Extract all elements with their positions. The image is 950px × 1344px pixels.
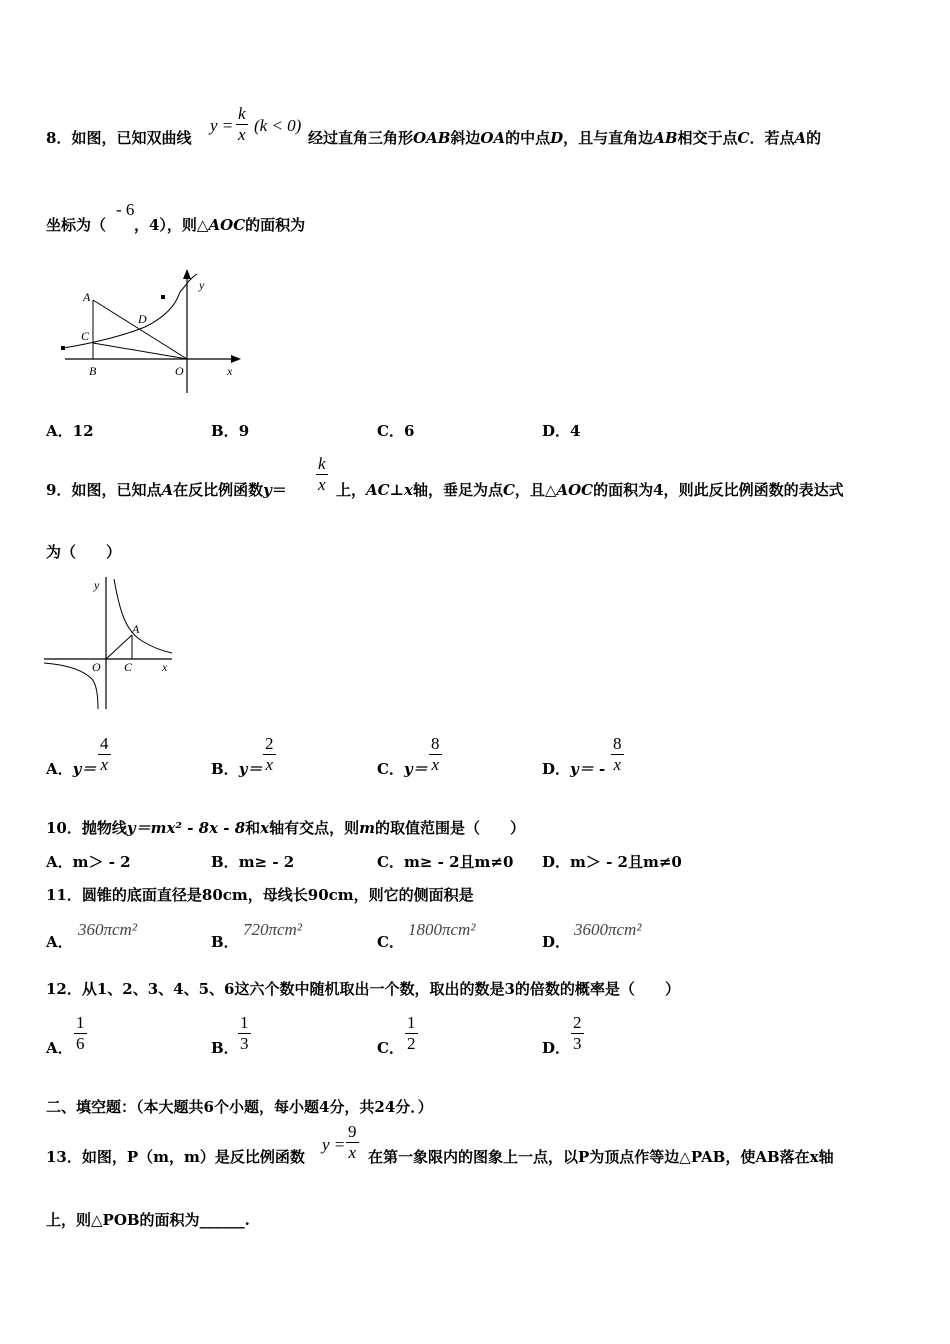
q12-option-c-label: C． (377, 1039, 404, 1057)
q11-option-c-value: 1800πcm² (408, 920, 476, 939)
q10-option-c: C．m≥ - 2且m≠0 (377, 853, 514, 871)
q10-stem: 10．抛物线y＝mx² - 8x - 8和x轴有交点，则m的取值范围是（ ） (46, 819, 526, 837)
q9-line1: 9．如图，已知点A在反比例函数y＝ (46, 481, 287, 499)
q13-line2: 上，则△POB的面积为______. (46, 1211, 250, 1229)
q13-answer-blank[interactable]: ______ (199, 1211, 245, 1229)
q9-label-x: x (162, 660, 168, 674)
q9-eq-fraction: $\frac{k}{x}$ (318, 454, 326, 494)
q13-line1-rest: 在第一象限内的图象上一点，以P为顶点作等边△PAB，使AB落在x轴 (368, 1148, 834, 1166)
q8-figure (55, 265, 250, 395)
q8-label-A: A (83, 290, 91, 304)
q9-figure (42, 573, 182, 713)
q11-option-d-value: 3600πcm² (574, 920, 642, 939)
q11-option-d-label: D． (542, 933, 571, 951)
q9-segment-OA (106, 635, 132, 659)
q8-line1-rest: 经过直角三角形OAB斜边OA的中点D，且与直角边AB相交于点C．若点A的 (308, 129, 822, 147)
q9-label-y: y (94, 578, 100, 592)
q13-eq-fraction: $\frac{9}{x}$ (348, 1122, 357, 1162)
q13-eq-y: y = (322, 1135, 346, 1154)
q9-label-A: A (132, 622, 140, 636)
q10-option-b: B．m≥ - 2 (211, 853, 295, 871)
q11-option-c-label: C． (377, 933, 404, 951)
q9-option-b: B．y＝ (211, 760, 263, 778)
q8-eq-condition: (k < 0) (254, 116, 302, 135)
q8-curve-end-top (161, 295, 165, 299)
q8-option-b: B．9 (211, 422, 250, 440)
q9-option-c-fraction: $\frac{8}{x}$ (431, 734, 440, 774)
q13-line1: 13．如图，P（m，m）是反比例函数 (46, 1148, 305, 1166)
q8-label-D: D (138, 312, 147, 326)
q8-line1: 8．如图，已知双曲线 (46, 129, 192, 147)
q9-option-b-fraction: $\frac{2}{x}$ (265, 734, 274, 774)
q8-option-d: D．4 (542, 422, 581, 440)
q8-label-B: B (89, 364, 97, 378)
q8-curve-end-left (61, 346, 65, 350)
q9-option-d: D．y＝ - (542, 760, 606, 778)
q8-label-y: y (199, 278, 205, 292)
q8-neg6: - 6 (116, 200, 135, 219)
q8-eq-y: y = (210, 116, 234, 135)
q9-branch-3 (44, 663, 98, 709)
q12-option-c-fraction: $\frac{1}{2}$ (407, 1013, 416, 1053)
q11-option-a-value: 360πcm² (78, 920, 137, 939)
q9-line1-rest: 上，AC⊥x轴，垂足为点C，且△AOC的面积为4，则此反比例函数的表达式 (336, 481, 844, 499)
q9-branch-1 (114, 579, 172, 653)
q8-x-arrow-icon (231, 355, 241, 363)
q9-label-C: C (124, 660, 133, 674)
q8-segment-OC (93, 343, 187, 359)
q11-option-b-label: B． (211, 933, 239, 951)
q8-label-C: C (81, 329, 90, 343)
q12-option-d-label: D． (542, 1039, 571, 1057)
q8-y-arrow-icon (183, 269, 191, 279)
q8-label-x: x (227, 364, 233, 378)
q12-option-d-fraction: $\frac{2}{3}$ (573, 1013, 582, 1053)
q8-option-c: C．6 (377, 422, 415, 440)
q8-segment-OA (93, 300, 187, 359)
q8-line2-rest: ，4），则△AOC的面积为 (134, 216, 306, 234)
q9-option-c: C．y＝ (377, 760, 428, 778)
q12-option-b-label: B． (211, 1039, 239, 1057)
q11-option-b-value: 720πcm² (243, 920, 302, 939)
q8-eq-fraction: $\frac{k}{x}$ (238, 104, 246, 144)
q8-label-O: O (175, 364, 184, 378)
q11-option-a-label: A． (46, 933, 73, 951)
q9-option-d-fraction: $\frac{8}{x}$ (613, 734, 622, 774)
q8-option-a: A．12 (46, 422, 94, 440)
q10-option-a: A．m＞ - 2 (46, 853, 131, 871)
q12-option-a-label: A． (46, 1039, 73, 1057)
q9-line2: 为（ ） (46, 543, 122, 561)
q9-option-a: A．y＝ (46, 760, 97, 778)
q8-line2: 坐标为（ (46, 216, 107, 234)
q12-option-a-fraction: $\frac{1}{6}$ (76, 1013, 85, 1053)
section-2-title: 二、填空题：（本大题共6个小题，每小题4分，共24分．） (46, 1098, 433, 1116)
q9-option-a-fraction: $\frac{4}{x}$ (100, 734, 109, 774)
q9-label-O: O (92, 660, 101, 674)
q11-stem: 11．圆锥的底面直径是80cm，母线长90cm，则它的侧面积是 (46, 886, 474, 904)
q12-stem: 12．从1、2、3、4、5、6这六个数中随机取出一个数，取出的数是3的倍数的概率是（ ） (46, 980, 680, 998)
q10-option-d: D．m＞ - 2且m≠0 (542, 853, 682, 871)
q12-option-b-fraction: $\frac{1}{3}$ (240, 1013, 249, 1053)
